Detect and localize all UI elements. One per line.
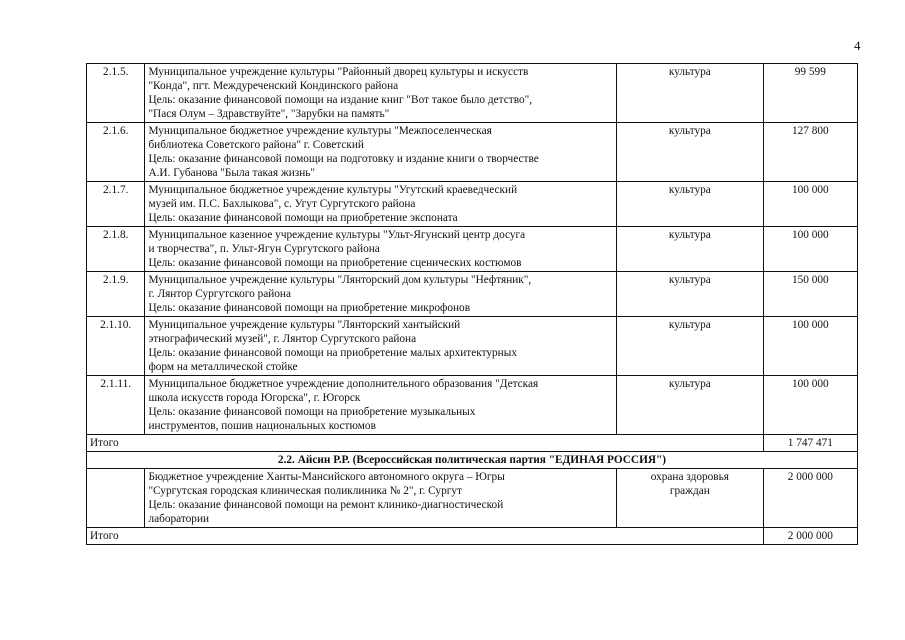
description-line: Цель: оказание финансовой помощи на приобретение малых архитектурных — [148, 347, 517, 359]
category-line: охрана здоровья — [650, 471, 729, 483]
description-line: Цель: оказание финансовой помощи на приобретение микрофонов — [148, 302, 471, 314]
row-description — [145, 182, 617, 227]
description-line: Цель: оказание финансовой помощи на издание книг "Вот такое было детство", — [148, 94, 533, 106]
row-amount: 100 000 — [763, 317, 857, 376]
total-row — [87, 435, 858, 452]
row-category: культура — [617, 272, 764, 317]
row-amount: 2 000 000 — [763, 469, 857, 528]
description-line: Муниципальное бюджетное учреждение дополнительного образования "Детская — [148, 378, 539, 390]
row-category: культура — [617, 123, 764, 182]
row-number: 2.1.9. — [87, 272, 145, 317]
description-line: Муниципальное бюджетное учреждение культуры "Угутский краеведческий — [148, 184, 518, 196]
table-row — [87, 317, 858, 376]
description-line: "Пася Олум – Здравствуйте", "Зарубки на память" — [148, 108, 390, 120]
total-amount: 1 747 471 — [763, 435, 857, 452]
description-line: Цель: оказание финансовой помощи на подготовку и издание книги о творчестве — [148, 153, 539, 165]
description-line: Цель: оказание финансовой помощи на приобретение музыкальных — [148, 406, 476, 418]
table-row — [87, 182, 858, 227]
grants-table — [86, 63, 858, 545]
row-description — [145, 469, 617, 528]
total-row — [87, 528, 858, 545]
description-line: г. Лянтор Сургутского района — [148, 288, 291, 300]
row-number: 2.1.5. — [87, 64, 145, 123]
total-label: Итого — [87, 435, 764, 452]
row-description — [145, 123, 617, 182]
description-line: лаборатории — [148, 513, 210, 525]
description-line: Муниципальное бюджетное учреждение культуры "Межпоселенческая — [148, 125, 492, 137]
row-number: 2.1.11. — [87, 376, 145, 435]
row-amount: 150 000 — [763, 272, 857, 317]
section-heading: 2.2. Айсин Р.Р. (Всероссийская политическая партия "ЕДИНАЯ РОССИЯ") — [87, 452, 858, 469]
row-number: 2.1.10. — [87, 317, 145, 376]
description-line: Цель: оказание финансовой помощи на приобретение экспоната — [148, 212, 458, 224]
page-number: 4 — [854, 38, 861, 53]
table-row — [87, 376, 858, 435]
description-line: Муниципальное учреждение культуры "Лянторский дом культуры "Нефтяник", — [148, 274, 532, 286]
table-row — [87, 469, 858, 528]
row-amount: 127 800 — [763, 123, 857, 182]
description-line: Муниципальное учреждение культуры "Лянторский хантыйский — [148, 319, 461, 331]
description-line: музей им. П.С. Бахлыкова", с. Угут Сургутского района — [148, 198, 416, 210]
description-line: А.И. Губанова "Была такая жизнь" — [148, 167, 316, 179]
row-description — [145, 227, 617, 272]
description-line: "Сургутская городская клиническая поликлиника № 2", г. Сургут — [148, 485, 462, 497]
grants-table-body — [87, 64, 858, 545]
row-category — [617, 469, 764, 528]
category-line: граждан — [669, 485, 710, 497]
row-category: культура — [617, 376, 764, 435]
description-line: школа искусств города Югорска", г. Югорск — [148, 392, 361, 404]
description-line: библиотека Советского района" г. Советский — [148, 139, 364, 151]
row-amount: 99 599 — [763, 64, 857, 123]
row-amount: 100 000 — [763, 182, 857, 227]
table-row — [87, 272, 858, 317]
description-line: и творчества", п. Ульт-Ягун Сургутского района — [148, 243, 380, 255]
total-amount: 2 000 000 — [763, 528, 857, 545]
total-label: Итого — [87, 528, 764, 545]
row-description — [145, 317, 617, 376]
row-category: культура — [617, 182, 764, 227]
table-row — [87, 227, 858, 272]
description-line: Бюджетное учреждение Ханты-Мансийского автономного округа – Югры — [148, 471, 505, 483]
row-category: культура — [617, 64, 764, 123]
row-number: 2.1.6. — [87, 123, 145, 182]
row-description — [145, 64, 617, 123]
description-line: Муниципальное учреждение культуры "Районный дворец культуры и искусств — [148, 66, 529, 78]
row-amount: 100 000 — [763, 376, 857, 435]
table-row — [87, 123, 858, 182]
table-row — [87, 64, 858, 123]
description-line: Цель: оказание финансовой помощи на ремонт клинико-диагностической — [148, 499, 504, 511]
row-category: культура — [617, 317, 764, 376]
description-line: "Конда", пгт. Междуреченский Кондинского района — [148, 80, 399, 92]
row-number: 2.1.7. — [87, 182, 145, 227]
section-heading-row — [87, 452, 858, 469]
description-line: этнографический музей", г. Лянтор Сургутского района — [148, 333, 417, 345]
description-line: форм на металлической стойке — [148, 361, 298, 373]
description-line: Цель: оказание финансовой помощи на приобретение сценических костюмов — [148, 257, 522, 269]
row-description — [145, 272, 617, 317]
row-category: культура — [617, 227, 764, 272]
row-number: 2.1.8. — [87, 227, 145, 272]
row-number — [87, 469, 145, 528]
description-line: Муниципальное казенное учреждение культуры "Ульт-Ягунский центр досуга — [148, 229, 526, 241]
row-description — [145, 376, 617, 435]
description-line: инструментов, пошив национальных костюмов — [148, 420, 376, 432]
row-amount: 100 000 — [763, 227, 857, 272]
